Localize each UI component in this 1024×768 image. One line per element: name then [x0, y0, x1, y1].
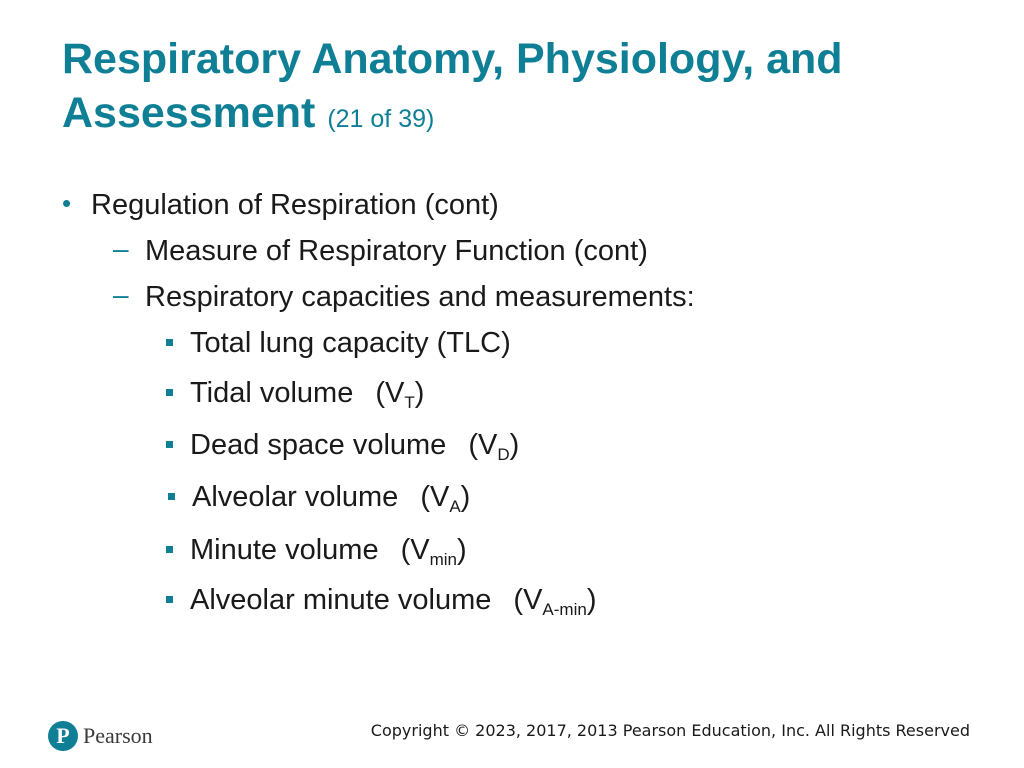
- measure-symbol: $(V_{A-min})$: [513, 584, 597, 619]
- bullet-level3-item: [190, 326, 511, 360]
- square-bullet-icon: [166, 339, 173, 346]
- measure-symbol: $(V_{min})$: [400, 534, 467, 569]
- square-bullet-icon: [166, 389, 173, 396]
- slide-counter: (21 of 39): [327, 105, 435, 133]
- measure-symbol: $(V_D)$: [468, 429, 520, 464]
- dash-icon: –: [113, 233, 129, 264]
- measure-name: Tidal volume: [190, 377, 354, 409]
- bullet-level1: Regulation of Respiration (cont): [91, 189, 499, 221]
- bullet-level3-item: [190, 583, 597, 617]
- measure-name: Total lung capacity (TLC): [190, 327, 511, 359]
- measure-symbol: $(V_T)$: [375, 377, 425, 412]
- title-line-1: Respiratory Anatomy, Physiology, and: [62, 35, 843, 83]
- slide-title: [62, 32, 962, 146]
- square-bullet-icon: [166, 546, 173, 553]
- bullet-level2-item: Respiratory capacities and measurements:: [145, 281, 695, 313]
- bullet-level2-item: Measure of Respiratory Function (cont): [145, 235, 648, 267]
- measure-name: Dead space volume: [190, 429, 447, 461]
- bullet-level3-item: [190, 376, 424, 410]
- bullet-dot-icon: •: [62, 188, 72, 218]
- title-line-2: Assessment: [62, 89, 316, 137]
- square-bullet-icon: [166, 441, 173, 448]
- pearson-wordmark: Pearson: [83, 723, 153, 748]
- bullet-level3-item: [190, 533, 467, 567]
- square-bullet-icon: [168, 493, 175, 500]
- copyright-notice: Copyright © 2023, 2017, 2013 Pearson Education, Inc. All Rights Reserved: [370, 721, 970, 740]
- measure-name: Alveolar minute volume: [190, 584, 492, 616]
- bullet-level3-item: [192, 480, 470, 514]
- pearson-p-icon: P: [48, 721, 78, 751]
- bullet-level3-item: [190, 428, 519, 462]
- measure-symbol: $(V_A)$: [420, 481, 471, 516]
- measure-name: Minute volume: [190, 534, 379, 566]
- square-bullet-icon: [166, 596, 173, 603]
- dash-icon: –: [113, 279, 129, 310]
- pearson-logo: [48, 718, 153, 754]
- measure-name: Alveolar volume: [192, 481, 399, 513]
